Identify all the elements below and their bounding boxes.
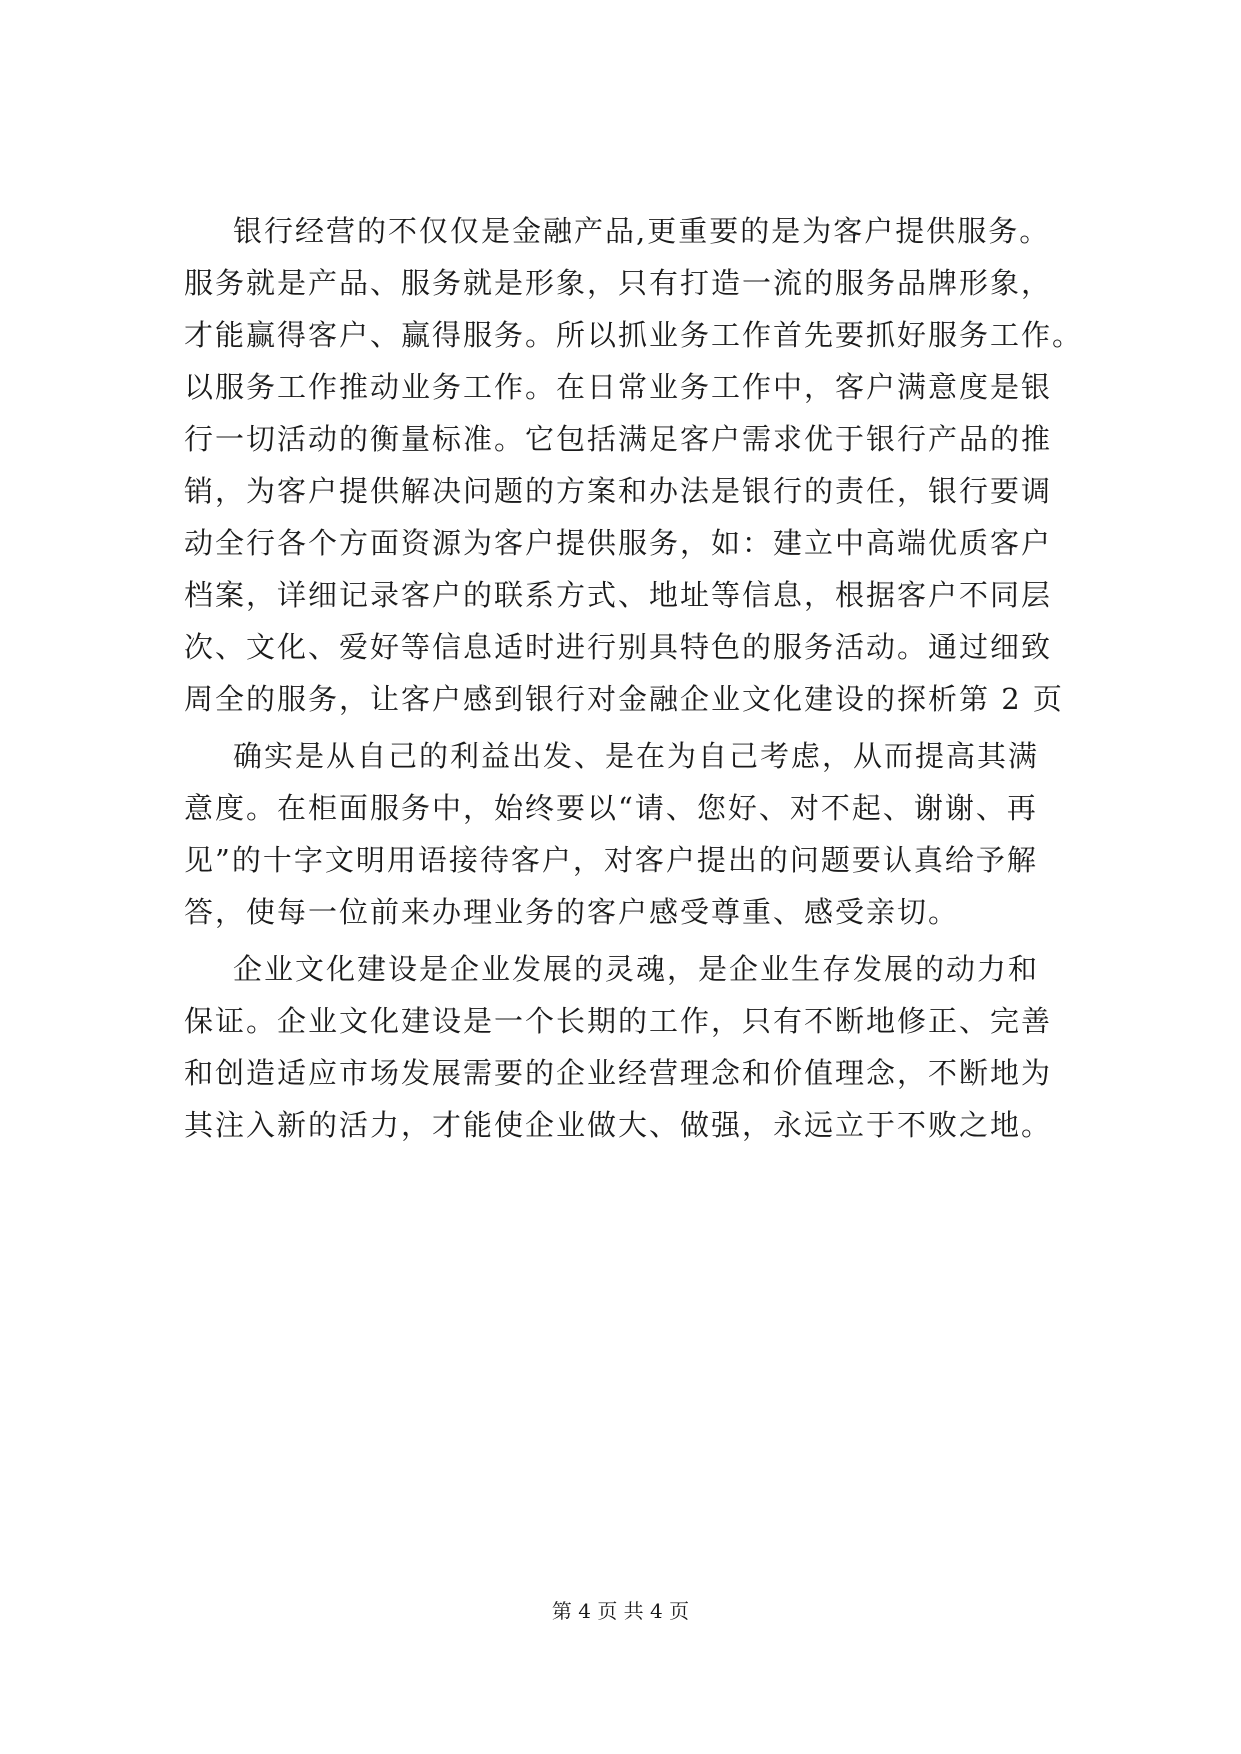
paragraph-line: 销，为客户提供解决问题的方案和办法是银行的责任，银行要调 bbox=[184, 474, 1053, 508]
paragraph-line: 动全行各个方面资源为客户提供服务，如：建立中高端优质客户 bbox=[184, 526, 1053, 560]
page-footer: 第 4 页 共 4 页 bbox=[551, 1599, 690, 1623]
paragraph-line: 企业文化建设是企业发展的灵魂，是企业生存发展的动力和 bbox=[233, 952, 1040, 986]
paragraph-line: 服务就是产品、服务就是形象，只有打造一流的服务品牌形象， bbox=[184, 266, 1053, 300]
paragraph-line: 保证。企业文化建设是一个长期的工作，只有不断地修正、完善 bbox=[184, 1004, 1053, 1038]
paragraph-line: 周全的服务，让客户感到银行对金融企业文化建设的探析第 2 页 bbox=[184, 682, 1064, 716]
paragraph-line: 见”的十字文明用语接待客户，对客户提出的问题要认真给予解 bbox=[184, 843, 1038, 877]
paragraph-line: 答，使每一位前来办理业务的客户感受尊重、感受亲切。 bbox=[184, 895, 960, 929]
paragraph-line: 确实是从自己的利益出发、是在为自己考虑，从而提高其满 bbox=[233, 739, 1040, 773]
paragraph-line: 才能赢得客户、赢得服务。所以抓业务工作首先要抓好服务工作。 bbox=[184, 318, 1084, 352]
paragraph-line: 行一切活动的衡量标准。它包括满足客户需求优于银行产品的推 bbox=[184, 422, 1053, 456]
paragraph-line: 意度。在柜面服务中，始终要以“请、您好、对不起、谢谢、再 bbox=[184, 791, 1038, 825]
paragraph-line: 其注入新的活力，才能使企业做大、做强，永远立于不败之地。 bbox=[184, 1108, 1053, 1142]
paragraph-line: 档案，详细记录客户的联系方式、地址等信息，根据客户不同层 bbox=[184, 578, 1053, 612]
paragraph-line: 银行经营的不仅仅是金融产品,更重要的是为客户提供服务。 bbox=[233, 214, 1051, 248]
paragraph-line: 以服务工作推动业务工作。在日常业务工作中，客户满意度是银 bbox=[184, 370, 1053, 404]
paragraph-line: 和创造适应市场发展需要的企业经营理念和价值理念，不断地为 bbox=[184, 1056, 1053, 1090]
paragraph-line: 次、文化、爱好等信息适时进行别具特色的服务活动。通过细致 bbox=[184, 630, 1053, 664]
